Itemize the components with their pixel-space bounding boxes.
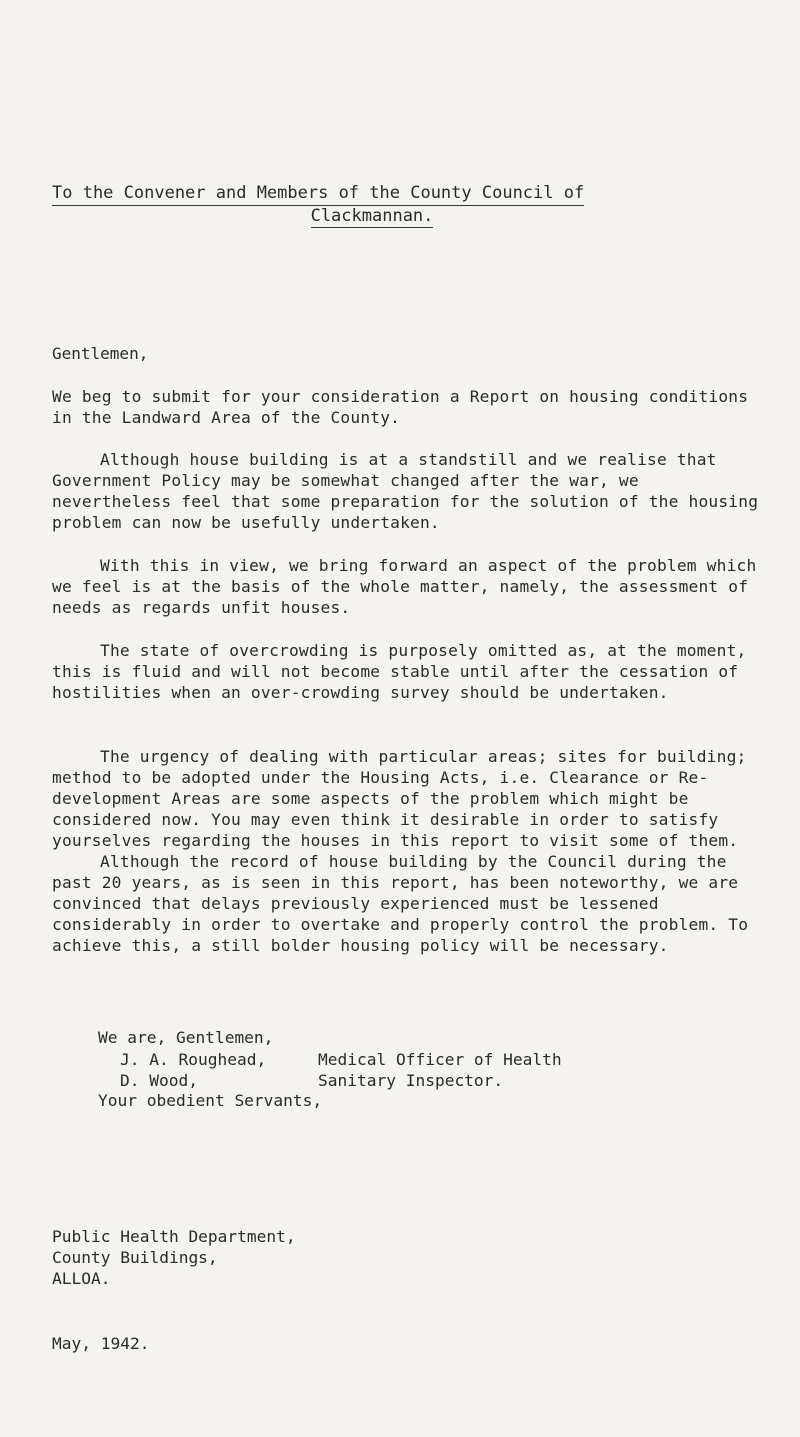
signature-row	[120, 1070, 562, 1091]
heading-county-name: Clackmannan.	[310, 206, 434, 226]
paragraph-3: With this in view, we bring forward an aspect of the problem which we feel is at the basis of the whole matter, namely, the assessment of needs as regards unfit houses.	[52, 556, 767, 617]
address-line-2: County Buildings,	[52, 1248, 218, 1267]
sender-address	[52, 1226, 296, 1289]
heading-line-2	[82, 206, 662, 227]
paragraph-2: Although house building is at a standstill and we realise that Government Policy may be somewhat changed after the war, we nevertheless feel that some preparation for the solution of the housing problem can now be usefully undertaken.	[52, 450, 769, 532]
signature-row	[120, 1049, 562, 1070]
salutation: Gentlemen,	[52, 344, 149, 363]
signatory-title: Medical Officer of Health	[318, 1050, 562, 1069]
letter-heading	[52, 183, 692, 227]
paragraph-5: The urgency of dealing with particular areas; sites for building; method to be adopted under the Housing Acts, i.e. Clearance or Re-development Areas are some aspects of the problem which might be considered now. You may even think it desirable in order to satisfy yourselves regarding the houses in this report to visit some of them.	[52, 747, 757, 850]
paragraph-4: The state of overcrowding is purposely omitted as, at the moment, this is fluid and will not become stable until after the cessation of hostilities when an over-crowding survey should be undertaken.	[52, 641, 757, 702]
signatory-title: Sanitary Inspector.	[318, 1071, 504, 1090]
signatory-name: J. A. Roughead,	[120, 1050, 267, 1069]
closing-line-1: We are, Gentlemen,	[98, 1028, 274, 1047]
signature-block	[120, 1049, 562, 1091]
paragraph-6: Although the record of house building by the Council during the past 20 years, as is seen in this report, has been noteworthy, we are convinced that delays previously experienced must be lessened considerably in order to overtake and properly control the problem. To achieve this, a still bolder housing policy will be necessary.	[52, 852, 759, 955]
closing-line-2: Your obedient Servants,	[98, 1091, 323, 1110]
address-line-3: ALLOA.	[52, 1269, 111, 1288]
paragraph-1: We beg to submit for your consideration a Report on housing conditions in the Landward Area of the County.	[52, 387, 759, 427]
letter-date: May, 1942.	[52, 1334, 150, 1353]
signatory-name: D. Wood,	[120, 1071, 198, 1090]
heading-line-1: To the Convener and Members of the County Council of	[52, 183, 584, 206]
address-line-1: Public Health Department,	[52, 1227, 296, 1246]
